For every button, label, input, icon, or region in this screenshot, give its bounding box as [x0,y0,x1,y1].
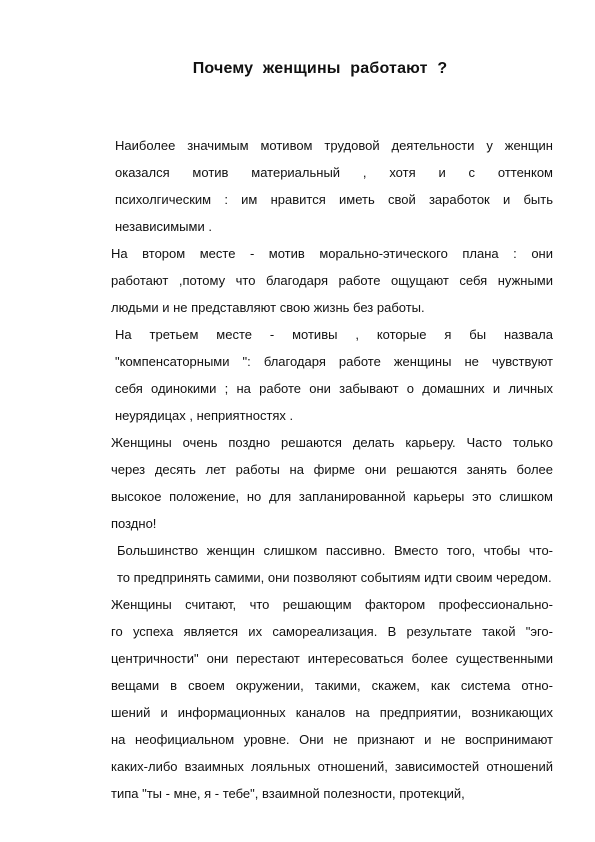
paragraph-2 [87,240,553,321]
text-line: го успеха является их самореализация. В результате такой "эго- [111,624,553,639]
text-line: На третьем месте - мотивы , которые я бы назвала [115,327,553,342]
text-line: На втором месте - мотив морально-этического плана : они [111,246,553,261]
text-line: вещами в своем окружении, такими, скажем, как система отно- [111,678,553,693]
text-line: через десять лет работы на фирме они решаются занять более [111,462,553,477]
paragraph-5 [87,537,553,591]
paragraph-4 [87,429,553,537]
text-line: себя одинокими ; на работе они забывают о домашних и личных [115,381,553,396]
text-line: на неофициальном уровне. Они не признают и не воспринимают [111,732,553,747]
text-line: неурядицах , неприятностях . [115,408,294,423]
paragraph-3 [87,321,553,429]
text-line: Наиболее значимым мотивом трудовой деятельности у женщин [115,138,553,153]
text-line: работают ,потому что благодаря работе ощущают себя нужными [111,273,553,288]
paragraph-1 [87,132,553,240]
document-body [87,132,553,807]
text-line: Большинство женщин слишком пассивно. Вместо того, чтобы что- [117,543,553,558]
paragraph-6 [87,591,553,807]
text-line: центричности" они перестают интересоваться более существенными [111,651,553,666]
text-line: независимыми . [115,219,212,234]
text-line: людьми и не представляют свою жизнь без работы. [111,300,425,315]
text-line: типа "ты - мне, я - тебе", взаимной полезности, протекций, [111,786,465,801]
text-line: Женщины очень поздно решаются делать карьеру. Часто только [111,435,553,450]
page-title: Почему женщины работают ? [192,60,448,77]
text-line: то предпринять самими, они позволяют событиям идти своим чередом. [117,570,552,585]
text-line: шений и информационных каналов на предприятии, возникающих [111,705,553,720]
text-line: Женщины считают, что решающим фактором профессионально- [111,597,553,612]
text-line: высокое положение, но для запланированной карьеры это слишком [111,489,553,504]
text-line: каких-либо взаимных лояльных отношений, зависимостей отношений [111,759,553,774]
text-line: "компенсаторными ": благодаря работе женщины не чувствуют [115,354,553,369]
text-line: поздно! [111,516,157,531]
text-line: психолгическим : им нравится иметь свой заработок и быть [115,192,553,207]
text-line: оказался мотив материальный , хотя и с оттенком [115,165,553,180]
